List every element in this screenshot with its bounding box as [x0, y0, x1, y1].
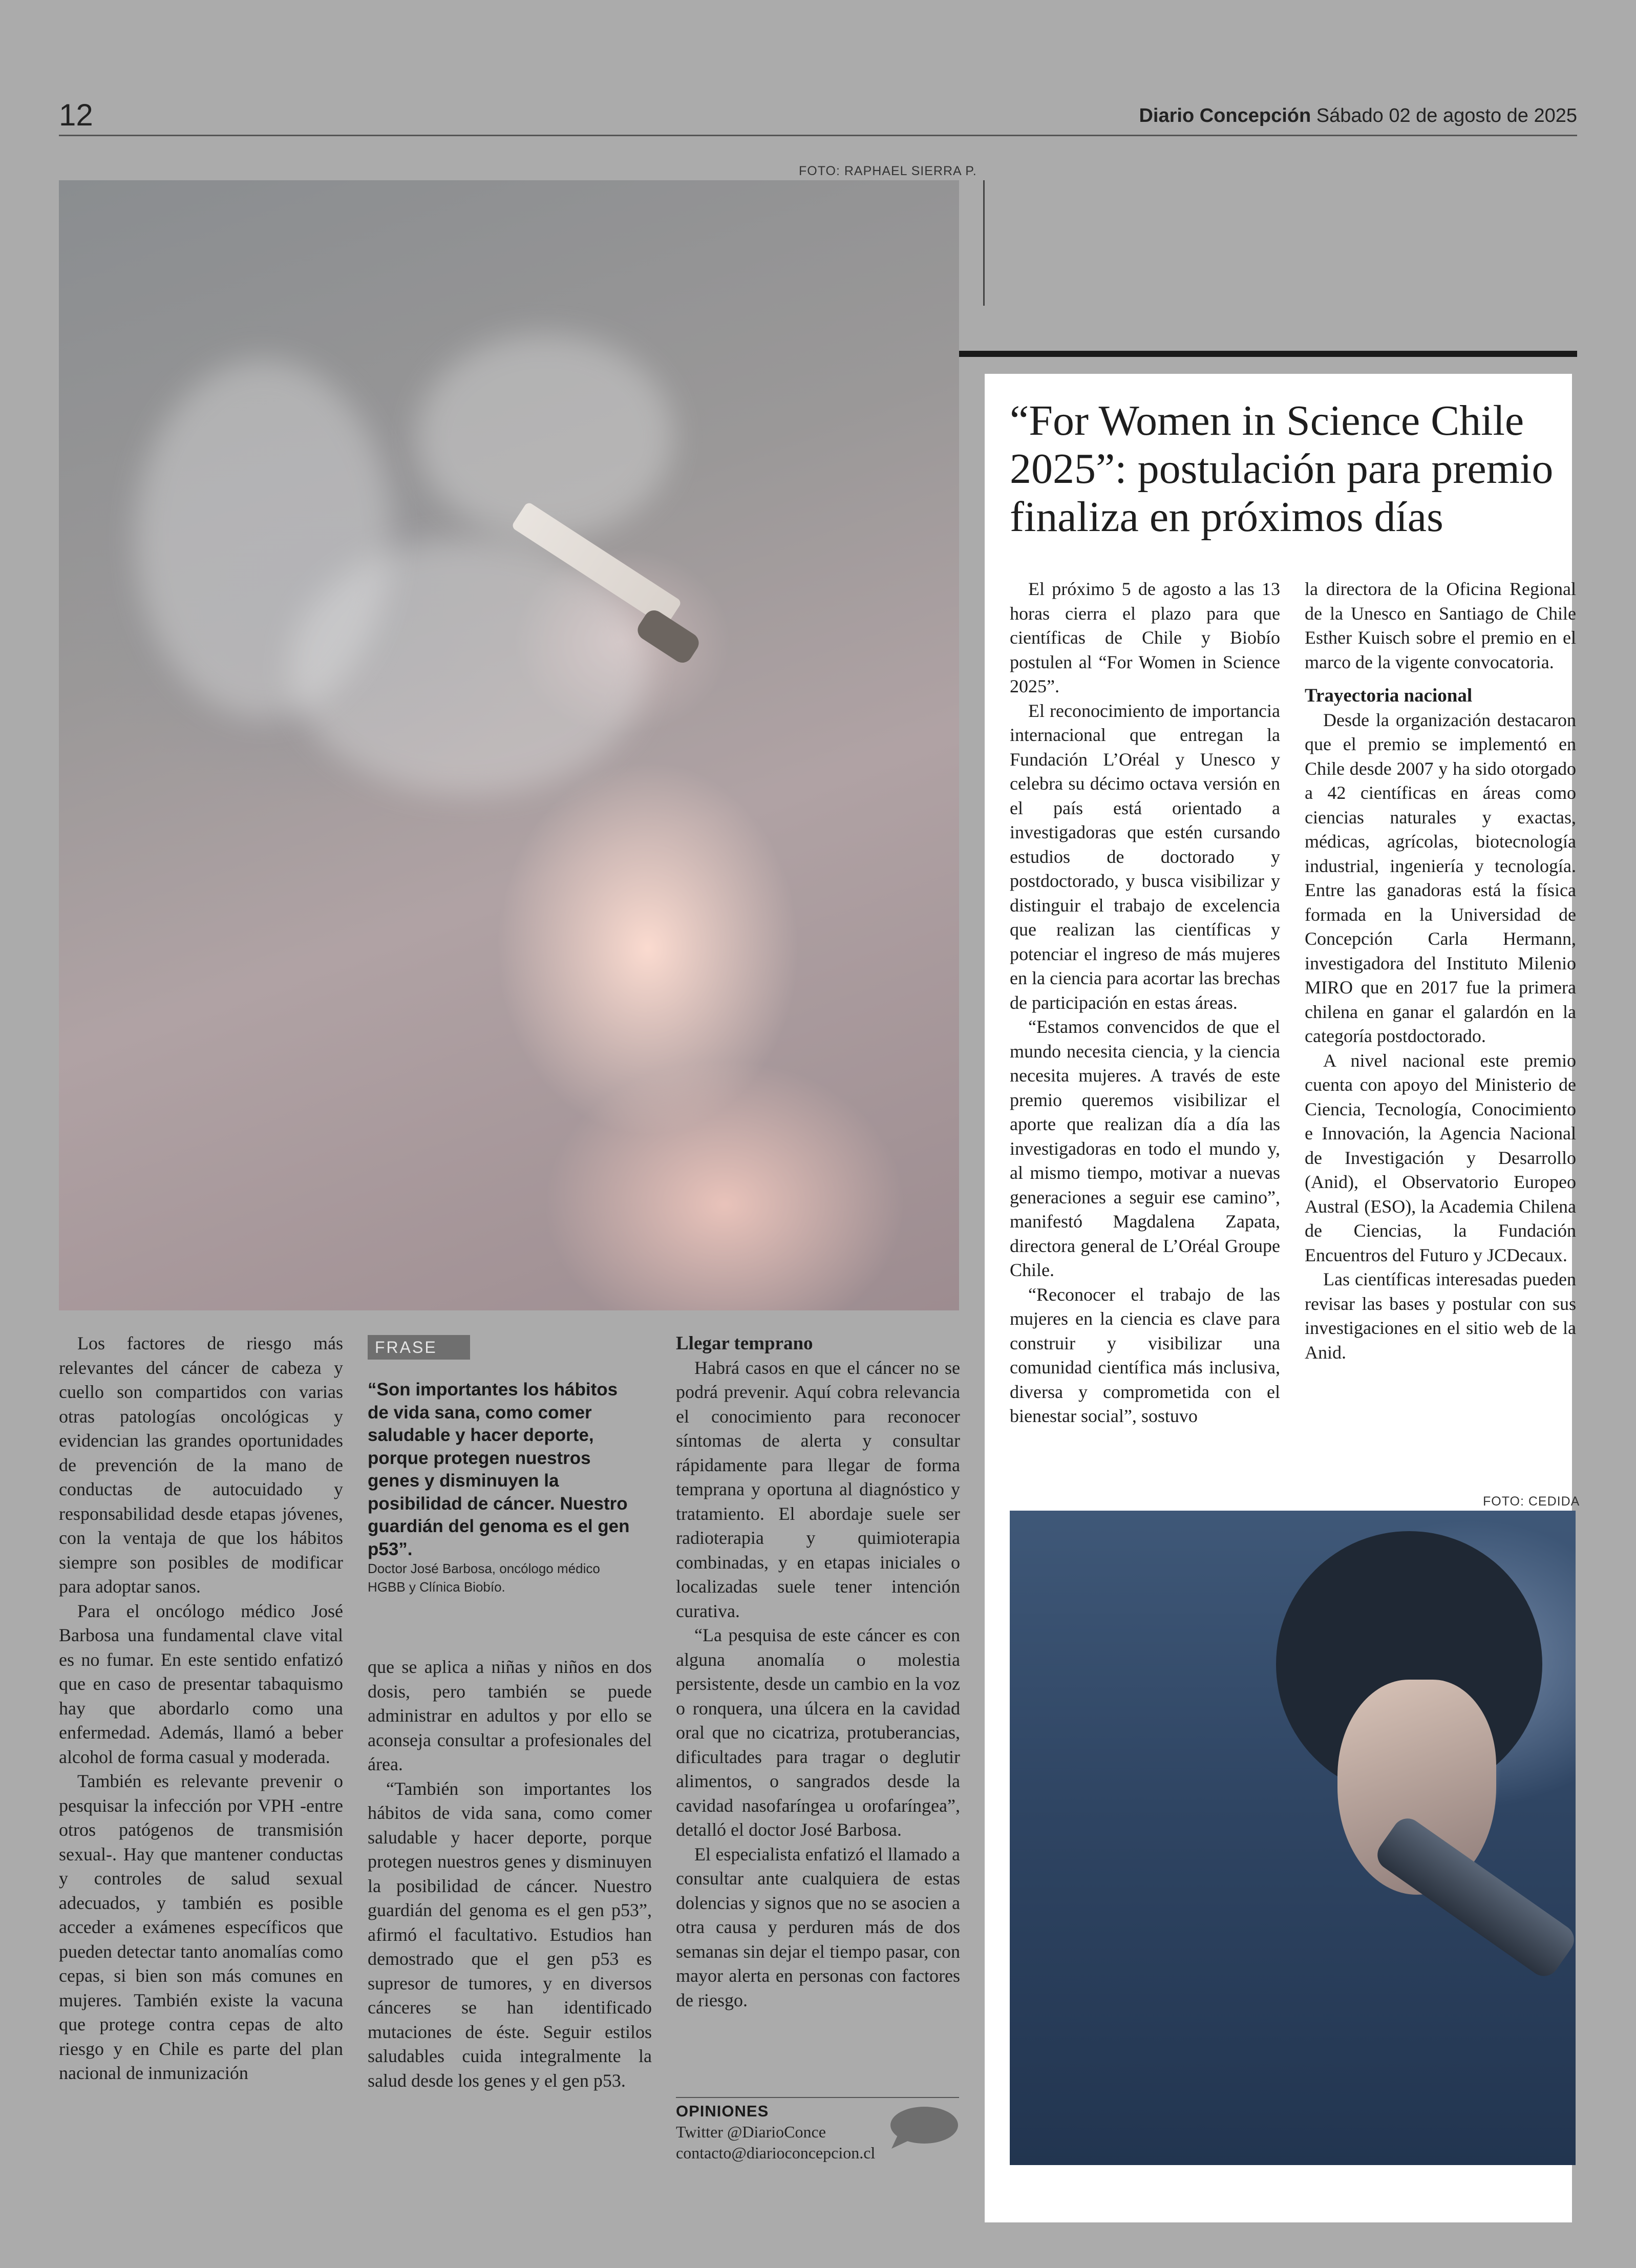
- column-rule: [983, 180, 985, 306]
- subheading: Llegar temprano: [676, 1333, 813, 1354]
- pull-quote: “Son importantes los hábitos de vida sana, como comer saludable y hacer deporte, porque protegen nuestros genes y disminuyen la posibilidad de cáncer. Nuestro guardián del genoma es el gen p53”.: [368, 1380, 630, 1559]
- left-article-column-2: [368, 1655, 652, 2093]
- header-rule: [59, 135, 1577, 136]
- paragraph: “La pesquisa de este cáncer es con alguna anomalía o molestia persistente, desde un cambio en la voz o ronquera, una úlcera en la cavidad oral que no cicatriza, protuberancias, dificultades para tragar o deglutir alimentos, o sangrados desde la cavidad nasofaríngea u orofaríngea”, detalló el doctor José Barbosa.: [676, 1625, 960, 1840]
- page-header-info: [1139, 105, 1577, 127]
- paragraph: El reconocimiento de importancia internacional que entregan la Fundación L’Oréal y Unesco y celebra su décimo octava versión en el país está orientado a investigadoras que estén cursando estudios de doctorado y postdoctorado, y busca visibilizar y distinguir el trabajo de excelencia que realizan las científicas y potenciar el ingreso de más mujeres en la ciencia para acortar las brechas de participación en estas áreas.: [1010, 700, 1280, 1013]
- main-photo-credit: FOTO: RAPHAEL SIERRA P.: [799, 164, 977, 178]
- subheading: Trayectoria nacional: [1305, 685, 1473, 706]
- pull-quote-source: Doctor José Barbosa, oncólogo médico HGBB y Clínica Biobío.: [368, 1561, 600, 1595]
- speech-bubble-icon: [887, 2105, 959, 2151]
- paragraph: Los factores de riesgo más relevantes del cáncer de cabeza y cuello son compartidos con varias otras patologías oncológicas y evidencian las grandes oportunidades de prevención de la mano de conductas de autocuidado y responsabilidad desde etapas jóvenes, con la ventaja de que los hábitos siempre son posibles de modificar para adoptar sanos.: [59, 1333, 343, 1597]
- right-article-column-1: [1010, 577, 1280, 1429]
- publication-name: Diario Concepción: [1139, 105, 1311, 126]
- paragraph: Desde la organización destacaron que el premio se implementó en Chile desde 2007 y ha sido otorgado a 42 científicas en áreas como ciencias naturales y exactas, médicas, agrícolas, biotecnología industrial, ingeniería y tecnología. Entre las ganadoras está la física formada en la Universidad de Concepción Carla Hermann, investigadora del Instituto Milenio MIRO que en 2017 fue la primera chilena en ganar el galardón en la categoría postdoctorado.: [1305, 709, 1576, 1046]
- paragraph: “También son importantes los hábitos de vida sana, como comer saludable y hacer deporte, porque protegen nuestros genes y disminuyen la posibilidad de cáncer. Nuestro guardián del genoma es el gen p53”, afirmó el facultativo. Estudios han demostrado que el gen p53 es supresor de tumores, y en diversos cánceres se han identificado mutaciones de éste. Seguir estilos saludables cuida integralmente la salud desde los genes y el gen p53.: [368, 1778, 652, 2091]
- paragraph: Habrá casos en que el cáncer no se podrá prevenir. Aquí cobra relevancia el conocimiento para reconocer síntomas de alerta y consultar rápidamente para llegar de forma temprana y oportuna al diagnóstico y tratamiento. El abordaje suele ser radioterapia y quimioterapia combinadas, y en etapas iniciales o localizadas suele tener intención curativa.: [676, 1357, 960, 1621]
- section-bar: [959, 351, 1577, 357]
- paragraph: Las científicas interesadas pueden revisar las bases y postular con sus investigaciones en el sitio web de la Anid.: [1305, 1269, 1576, 1363]
- opiniones-title: OPINIONES: [676, 2102, 769, 2120]
- opiniones-twitter[interactable]: Twitter @DiarioConce: [676, 2123, 826, 2141]
- opiniones-rule: [676, 2097, 959, 2098]
- page-number: 12: [59, 98, 93, 132]
- paragraph: El próximo 5 de agosto a las 13 horas cierra el plazo para que científicas de Chile y Biobío postulen al “For Women in Science 2025”.: [1010, 579, 1280, 696]
- left-article-column-3: [676, 1331, 960, 2012]
- paragraph: El especialista enfatizó el llamado a consultar ante cualquiera de estas dolencias y signos que no se asocien a otra causa y perduren más de dos semanas sin dejar el tiempo pasar, con mayor alerta en personas con factores de riesgo.: [676, 1843, 960, 2010]
- paragraph: Para el oncólogo médico José Barbosa una fundamental clave vital es no fumar. En este sentido enfatizó que en caso de presentar tabaquismo hay que abordarlo como una enfermedad. Además, llamó a beber alcohol de forma casual y moderada.: [59, 1600, 343, 1767]
- second-photo-credit: FOTO: CEDIDA: [1483, 1494, 1580, 1509]
- frase-tag: FRASE: [368, 1335, 470, 1360]
- right-article-column-2: [1305, 577, 1576, 1365]
- main-photo-smoking: [59, 180, 959, 1310]
- publication-date: Sábado 02 de agosto de 2025: [1316, 105, 1577, 126]
- paragraph: A nivel nacional este premio cuenta con apoyo del Ministerio de Ciencia, Tecnología, Conocimiento e Innovación, la Agencia Nacional de Investigación y Desarrollo (Anid), el Observatorio Europeo Austral (ESO), la Academia Chilena de Ciencias, la Fundación Encuentros del Futuro y JCDecaux.: [1305, 1050, 1576, 1265]
- paragraph: “Estamos convencidos de que el mundo necesita ciencia, y la ciencia necesita mujeres. A través de este premio queremos visibilizar el aporte que realizan día a día las investigadoras en todo el mundo y, al mismo tiempo, motivar a nuevas generaciones a seguir ese camino”, manifestó Magdalena Zapata, directora general de L’Oréal Groupe Chile.: [1010, 1016, 1280, 1280]
- left-article-column-1: [59, 1331, 343, 2086]
- paragraph: “Reconocer el trabajo de las mujeres en la ciencia es clave para construir y visibilizar una comunidad científica más inclusiva, diversa y comprometida con el bienestar social”, sostuvo: [1010, 1284, 1280, 1426]
- opiniones-email[interactable]: contacto@diarioconcepcion.cl: [676, 2144, 876, 2162]
- article-headline: “For Women in Science Chile 2025”: postulación para premio finaliza en próximos días: [1010, 397, 1554, 541]
- paragraph: También es relevante prevenir o pesquisar la infección por VPH -entre otros patógenos de transmisión sexual-. Hay que mantener conductas y controles de salud sexual adecuados, y también es posible acceder a exámenes específicos que pueden detectar tanto anomalías como cepas, si bien son más comunes en mujeres. También existe la vacuna que protege contra cepas de alto riesgo y en Chile es parte del plan nacional de inmunización: [59, 1771, 343, 2083]
- paragraph: la directora de la Oficina Regional de la Unesco en Santiago de Chile Esther Kuisch sobre el premio en el marco de la vigente convocatoria.: [1305, 579, 1576, 672]
- scientist-microscope-photo: [1010, 1511, 1576, 2165]
- paragraph: que se aplica a niñas y niños en dos dosis, pero también se puede administrar en adultos y por ello se aconseja consultar a profesionales del área.: [368, 1657, 652, 1774]
